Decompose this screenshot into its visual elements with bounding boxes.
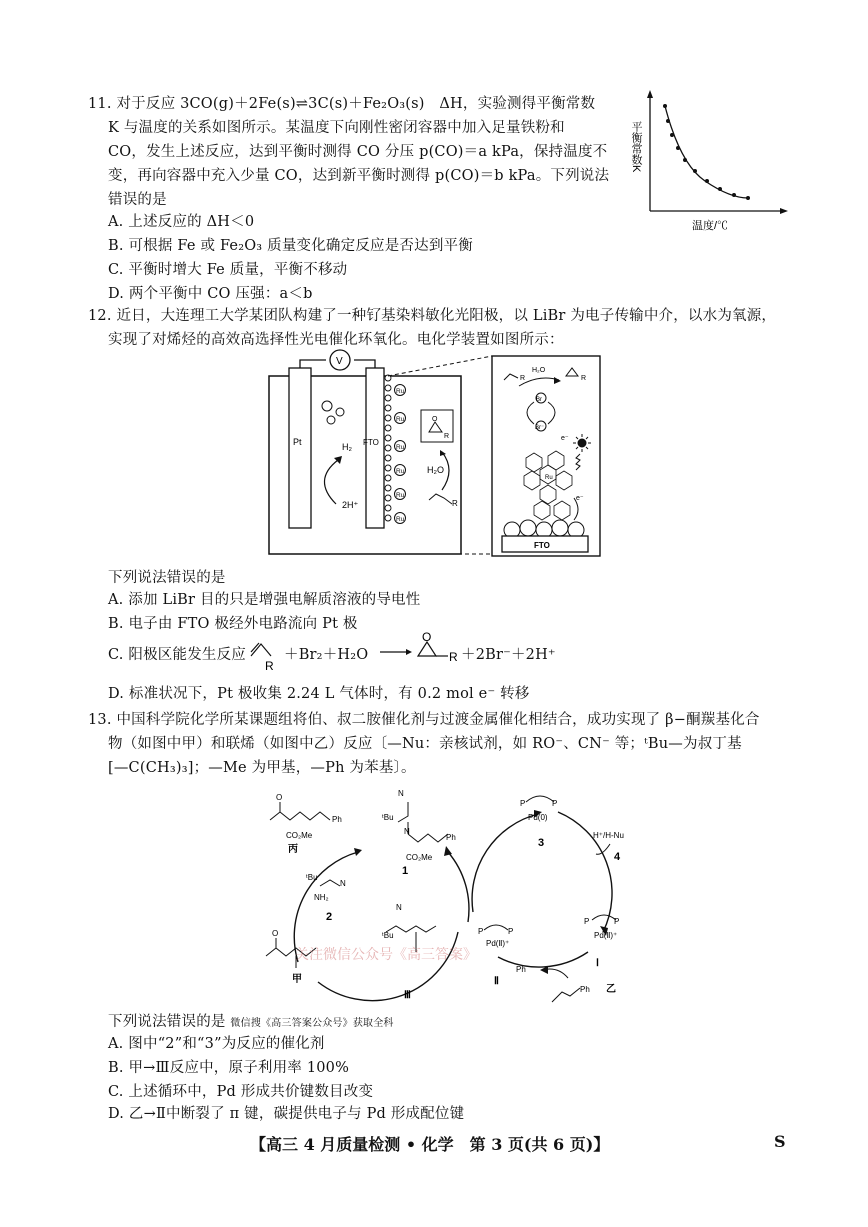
svg-text:O: O	[432, 416, 438, 423]
br-minus-label: Br⁻	[535, 425, 545, 431]
co2me-label-1: CO₂Me	[286, 831, 313, 840]
q11-k-temperature-graph	[620, 86, 790, 236]
graph-xlabel: 温度/℃	[692, 220, 729, 232]
ph-label-1: Ph	[332, 815, 342, 824]
q12-stem: 下列说法错误的是	[108, 570, 226, 586]
h2-label: H₂	[342, 442, 352, 452]
br-label: Br	[536, 397, 542, 403]
alkene-structure	[245, 636, 285, 672]
p-label-5: P	[478, 927, 484, 936]
pd0-label: Pd(0)	[528, 813, 548, 822]
label-roman1: Ⅰ	[596, 958, 599, 969]
q12-option-b: B. 电子由 FTO 极经外电路流向 Pt 极	[108, 616, 358, 632]
watermark: 关注微信公众号《高三答案》	[295, 947, 477, 963]
eminus-label-1: e⁻	[561, 435, 569, 442]
n-label-1: N	[398, 789, 404, 798]
hnu-label: H⁺/H-Nu	[593, 831, 624, 840]
q13-option-c: C. 上述循环中，Pd 形成共价键数目改变	[108, 1084, 374, 1100]
hplus-label: 2H⁺	[342, 500, 359, 510]
eq-o: O	[422, 632, 432, 644]
ru-label-2: Ru	[396, 416, 405, 423]
tbu-label-1: ᵗBu	[382, 813, 394, 822]
svg-text:O: O	[276, 793, 283, 802]
p-label-3: P	[584, 917, 590, 926]
fto-electrode	[366, 368, 384, 528]
voltmeter-label: V	[336, 356, 343, 367]
r-label-box: R	[444, 433, 450, 440]
q12-option-c: C. 阳极区能发生反应	[108, 647, 246, 663]
q11-line-2: K 与温度的关系如图所示。某温度下向刚性密闭容器中加入足量铁粉和	[108, 120, 565, 136]
label-n2: 2	[326, 911, 333, 923]
p-label-1: P	[520, 799, 526, 808]
h2o-label: H₂O	[427, 465, 444, 475]
tbu-label-2: ᵗBu	[306, 873, 318, 882]
pd2-label-2: Pd(Ⅱ)⁺	[486, 939, 510, 948]
q11-line-5: 错误的是	[108, 192, 167, 208]
ph-label-3: Ph	[516, 965, 526, 974]
q13-stem-note: 微信搜《高三答案公众号》获取全科	[230, 1018, 394, 1029]
eminus-label-2: e⁻	[576, 495, 584, 502]
q12-option-d: D. 标准状况下，Pt 极收集 2.24 L 气体时，有 0.2 mol e⁻ 转移	[108, 686, 530, 702]
q13-line-2: 物（如图中甲）和联烯（如图中乙）反应〔—Nu：亲核试剂，如 RO⁻、CN⁻ 等；ᵗBu—为叔丁基	[108, 736, 742, 752]
eq-tail: ＋2Br⁻＋2H⁺	[461, 647, 556, 663]
q12-electrochemical-cell-diagram	[264, 348, 604, 563]
page-footer: 【高三 4 月质量检测 • 化学 第 3 页(共 6 页)】	[250, 1135, 610, 1154]
ru-center-label: Ru	[545, 475, 553, 481]
ru-label-6: Ru	[396, 516, 405, 523]
pt-electrode	[289, 368, 311, 528]
label-n1: 1	[402, 865, 409, 877]
label-roman2: Ⅱ	[494, 976, 499, 987]
tbu-label-3: ᵗBu	[382, 931, 394, 940]
q11-line-3: CO，发生上述反应，达到平衡时测得 CO 分压 p(CO)＝a kPa，保持温度不	[108, 144, 608, 160]
nh2-label: NH₂	[314, 893, 329, 902]
page-mark: S	[774, 1132, 786, 1151]
q11-line-4: 变，再向容器中充入少量 CO，达到新平衡时测得 p(CO)＝b kPa。下列说法	[108, 168, 610, 184]
ru-label-5: Ru	[396, 492, 405, 499]
q13-line-3: [—C(CH₃)₃]；—Me 为甲基，—Ph 为苯基〕。	[108, 760, 416, 776]
eq-r1: R	[265, 659, 274, 672]
label-yi: 乙	[606, 984, 616, 995]
label-jia: 甲	[292, 974, 302, 985]
q13-stem-text: 下列说法错误的是	[108, 1014, 226, 1030]
ru-label-1: Ru	[396, 388, 405, 395]
epoxide-structure	[378, 632, 462, 668]
q13-option-b: B. 甲→Ⅲ反应中，原子利用率 100%	[108, 1060, 350, 1076]
pt-label: Pt	[293, 437, 302, 447]
p-label-2: P	[552, 799, 558, 808]
q11-option-c: C. 平衡时增大 Fe 质量，平衡不移动	[108, 262, 348, 278]
h2o-inset-label: H₂O	[532, 367, 546, 374]
n-label-4: N	[396, 903, 402, 912]
p-label-4: P	[614, 917, 620, 926]
fto-base-label: FTO	[534, 541, 550, 550]
q12-option-a: A. 添加 LiBr 目的只是增强电解质溶液的导电性	[108, 592, 421, 608]
ph-label-2: Ph	[446, 833, 456, 842]
n-label-3: N	[340, 879, 346, 888]
pd2-label-1: Pd(Ⅱ)⁺	[594, 931, 618, 940]
q12-line-1: 12. 近日，大连理工大学某团队构建了一种钌基染料敏化光阳极，以 LiBr 为电子传输中介，以水为氧源，	[88, 308, 777, 324]
eq-mid: ＋Br₂＋H₂O	[284, 647, 369, 663]
q11-option-d: D. 两个平衡中 CO 压强：a＜b	[108, 286, 313, 302]
r-label-alkene: R	[452, 499, 458, 508]
label-bing: 丙	[288, 844, 298, 855]
ru-label-4: Ru	[396, 468, 405, 475]
p-label-6: P	[508, 927, 514, 936]
ph-label-4: Ph	[580, 985, 590, 994]
r-label-inset: R	[520, 375, 526, 382]
q11-option-a: A. 上述反应的 ΔH＜0	[108, 214, 255, 230]
label-roman3: Ⅲ	[404, 990, 411, 1001]
q11-option-b: B. 可根据 Fe 或 Fe₂O₃ 质量变化确定反应是否达到平衡	[108, 238, 473, 254]
ru-label-3: Ru	[396, 444, 405, 451]
graph-ylabel: 平衡常数K	[630, 121, 642, 173]
co2me-label-2: CO₂Me	[406, 853, 433, 862]
label-n4: 4	[614, 851, 621, 863]
fto-label: FTO	[363, 438, 379, 447]
q13-line-1: 13. 中国科学院化学所某课题组将伯、叔二胺催化剂与过渡金属催化相结合，成功实现了 β−酮羰基化合	[88, 712, 760, 728]
q13-stem	[108, 1012, 394, 1034]
r-label-epox: R	[581, 375, 587, 382]
q12-line-2: 实现了对烯烃的高效高选择性光电催化环氧化。电化学装置如图所示：	[108, 332, 564, 348]
n-label-2: N	[404, 827, 410, 836]
q13-option-d: D. 乙→Ⅱ中断裂了 π 键，碳提供电子与 Pd 形成配位键	[108, 1106, 465, 1122]
svg-text:O: O	[272, 929, 279, 938]
label-n3: 3	[538, 837, 545, 849]
q13-catalytic-cycle-diagram	[258, 782, 658, 1008]
q13-option-a: A. 图中“2”和“3”为反应的催化剂	[108, 1036, 325, 1052]
eq-r2: R	[449, 650, 458, 664]
q11-line-1: 11. 对于反应 3CO(g)＋2Fe(s)⇌3C(s)＋Fe₂O₃(s) ΔH，实验测得平衡常数	[88, 96, 596, 112]
